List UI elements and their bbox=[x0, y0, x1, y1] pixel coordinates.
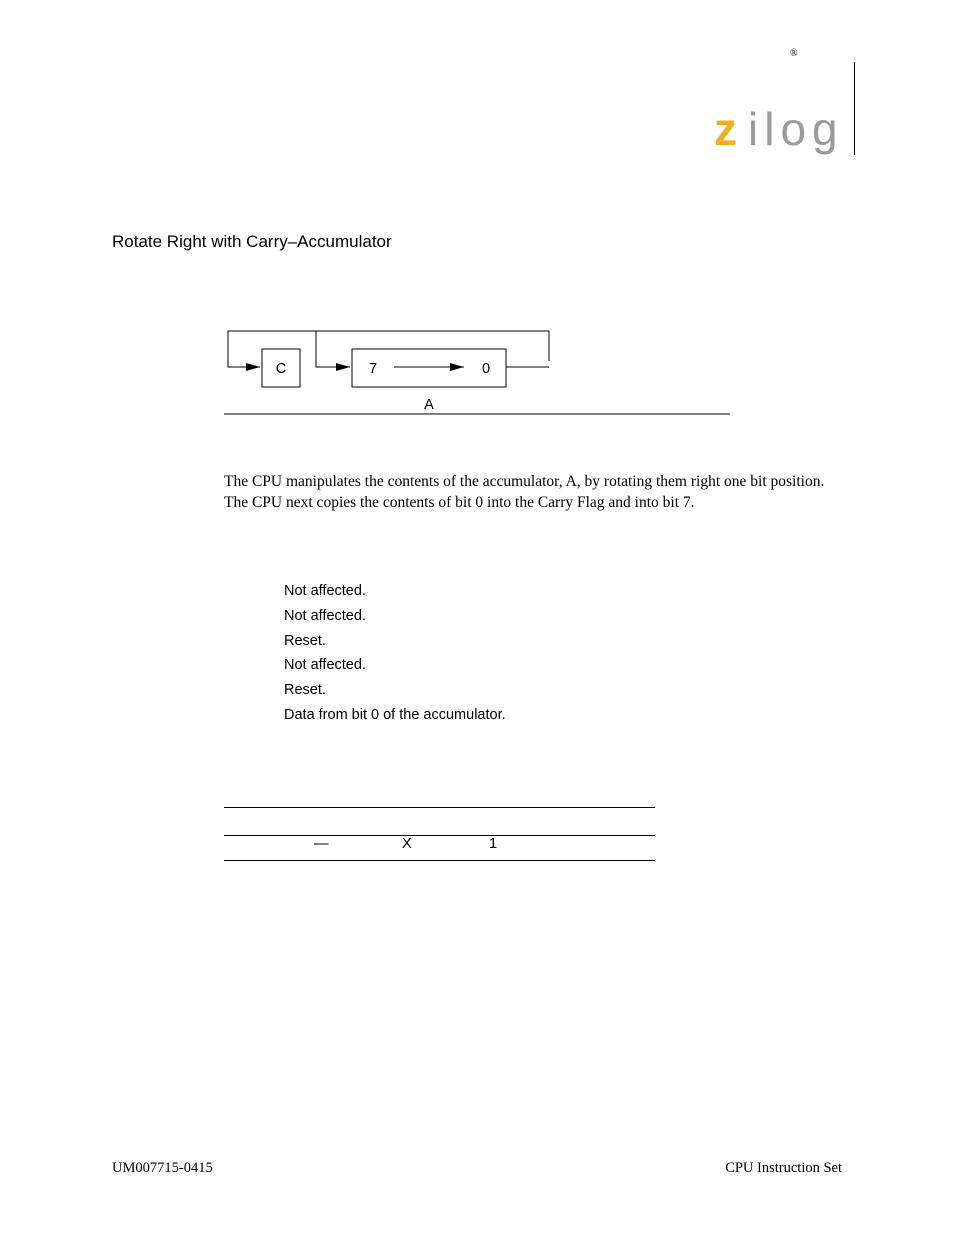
svg-text:ilog: ilog bbox=[748, 105, 844, 155]
condition-bits-list bbox=[284, 581, 506, 730]
rotate-diagram bbox=[224, 325, 734, 420]
bit0-label: 0 bbox=[481, 361, 491, 377]
table-bottom-rule bbox=[224, 860, 655, 861]
condition-bit-item: Reset. bbox=[284, 632, 326, 649]
table-cell: 1 bbox=[489, 836, 498, 852]
table-row bbox=[224, 836, 655, 856]
table-top-rule bbox=[224, 807, 655, 808]
description-paragraph: The CPU manipulates the contents of the accumulator, A, by rotating them right one bit position. The CPU next copies the contents of bit 0 into the Carry Flag and into bit 7. bbox=[224, 473, 825, 511]
svg-text:z: z bbox=[714, 105, 737, 155]
register-label: A bbox=[424, 397, 434, 413]
bit7-feedback-path bbox=[316, 331, 350, 367]
zilog-logo bbox=[712, 105, 847, 160]
section-title: Rotate Right with Carry–Accumulator bbox=[112, 232, 392, 251]
table-cell: X bbox=[402, 836, 412, 852]
condition-bit-item: Data from bit 0 of the accumulator. bbox=[284, 706, 506, 723]
header-vertical-rule bbox=[854, 62, 855, 155]
footer-document-id: UM007715-0415 bbox=[112, 1160, 213, 1176]
registered-trademark-mark: ® bbox=[790, 48, 798, 59]
condition-bit-item: Not affected. bbox=[284, 657, 366, 674]
footer-section-name: CPU Instruction Set bbox=[725, 1160, 842, 1176]
table-cell: — bbox=[314, 836, 329, 852]
condition-bit-item: Not affected. bbox=[284, 583, 366, 599]
condition-bit-item: Reset. bbox=[284, 682, 326, 699]
carry-label: C bbox=[275, 361, 287, 377]
condition-bit-item: Not affected. bbox=[284, 607, 366, 624]
bit7-label: 7 bbox=[368, 361, 378, 377]
